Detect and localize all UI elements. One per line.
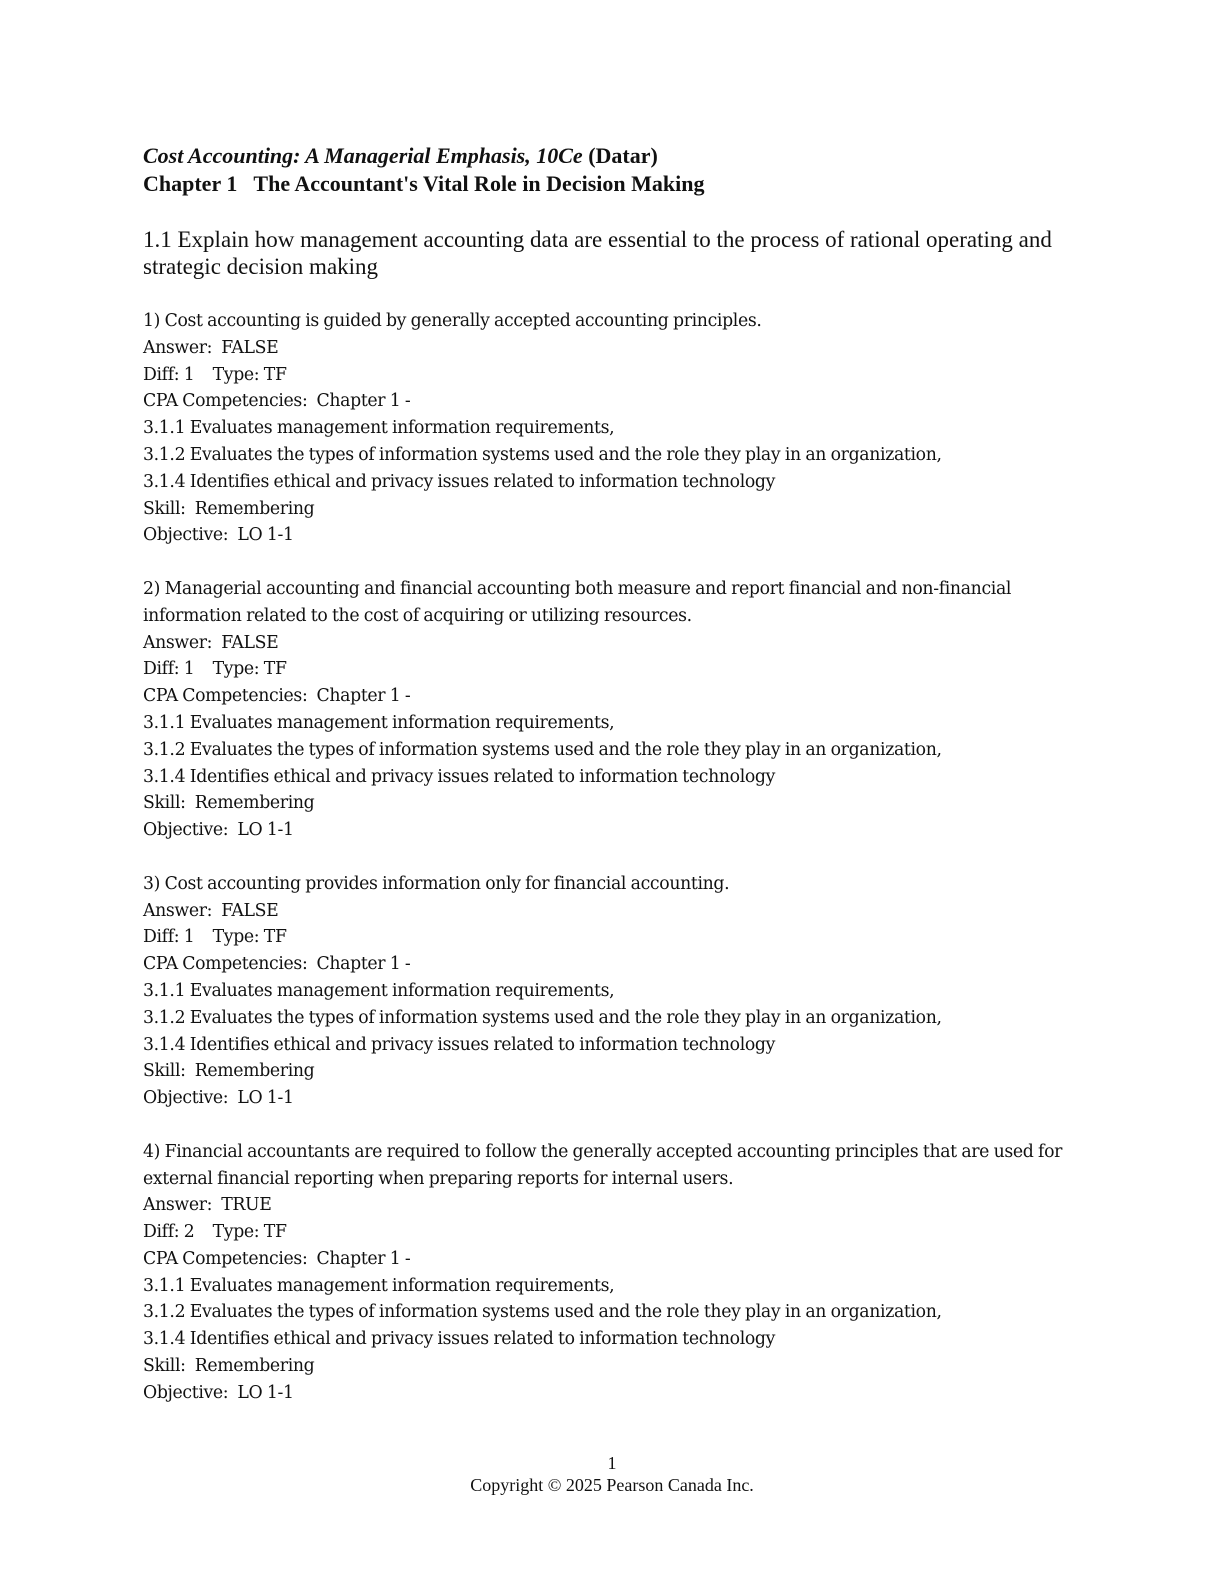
competency-item: 3.1.2 Evaluates the types of information systems used and the role they play in an organization, xyxy=(143,1302,942,1323)
question-difficulty: Diff: 1 Type: TF xyxy=(143,364,287,385)
book-author: (Datar) xyxy=(588,143,658,168)
question-skill: Skill: Remembering xyxy=(143,1356,315,1377)
question-item xyxy=(143,1139,1083,1407)
question-answer: Answer: FALSE xyxy=(143,337,279,358)
learning-objective-heading: 1.1 Explain how management accounting data are essential to the process of rational operating and strategic decision making xyxy=(143,227,1052,279)
question-objective: Objective: LO 1-1 xyxy=(143,525,294,546)
question-difficulty: Diff: 1 Type: TF xyxy=(143,927,287,948)
question-answer: Answer: FALSE xyxy=(143,900,279,921)
book-title: Cost Accounting: A Managerial Emphasis, 10Ce xyxy=(143,143,583,168)
page-footer xyxy=(0,1452,1224,1496)
competency-item: 3.1.1 Evaluates management information requirements, xyxy=(143,712,615,733)
question-cpa-competencies: CPA Competencies: Chapter 1 - xyxy=(143,954,411,975)
question-item xyxy=(143,871,1083,1112)
question-difficulty: Diff: 1 Type: TF xyxy=(143,659,287,680)
question-skill: Skill: Remembering xyxy=(143,1061,315,1082)
document-header xyxy=(143,142,1103,198)
question-cpa-competencies: CPA Competencies: Chapter 1 - xyxy=(143,1248,411,1269)
question-item xyxy=(143,576,1083,844)
question-cpa-competencies: CPA Competencies: Chapter 1 - xyxy=(143,686,411,707)
question-text: 2) Managerial accounting and financial accounting both measure and report financial and non-financial information related to the cost of acquiring or utilizing resources. xyxy=(143,578,1012,626)
competency-item: 3.1.2 Evaluates the types of information systems used and the role they play in an organization, xyxy=(143,444,942,465)
competency-item: 3.1.4 Identifies ethical and privacy issues related to information technology xyxy=(143,1034,776,1055)
competency-item: 3.1.4 Identifies ethical and privacy issues related to information technology xyxy=(143,471,776,492)
question-answer: Answer: TRUE xyxy=(143,1195,272,1216)
copyright-notice: Copyright © 2025 Pearson Canada Inc. xyxy=(470,1475,754,1495)
competency-item: 3.1.4 Identifies ethical and privacy issues related to information technology xyxy=(143,766,776,787)
competency-item: 3.1.2 Evaluates the types of information systems used and the role they play in an organization, xyxy=(143,739,942,760)
question-list xyxy=(143,308,1083,1433)
competency-item: 3.1.1 Evaluates management information requirements, xyxy=(143,418,615,439)
competency-item: 3.1.4 Identifies ethical and privacy issues related to information technology xyxy=(143,1329,776,1350)
book-title-line xyxy=(143,142,1103,170)
question-objective: Objective: LO 1-1 xyxy=(143,1382,294,1403)
competency-item: 3.1.2 Evaluates the types of information systems used and the role they play in an organization, xyxy=(143,1007,942,1028)
question-answer: Answer: FALSE xyxy=(143,632,279,653)
page-number: 1 xyxy=(607,1453,617,1473)
question-item xyxy=(143,308,1083,549)
question-difficulty: Diff: 2 Type: TF xyxy=(143,1222,287,1243)
competency-item: 3.1.1 Evaluates management information requirements, xyxy=(143,980,615,1001)
question-skill: Skill: Remembering xyxy=(143,793,315,814)
question-text: 1) Cost accounting is guided by generally accepted accounting principles. xyxy=(143,311,762,331)
question-objective: Objective: LO 1-1 xyxy=(143,820,294,841)
question-cpa-competencies: CPA Competencies: Chapter 1 - xyxy=(143,391,411,412)
competency-item: 3.1.1 Evaluates management information requirements, xyxy=(143,1275,615,1296)
question-text: 3) Cost accounting provides information only for financial accounting. xyxy=(143,873,730,894)
question-objective: Objective: LO 1-1 xyxy=(143,1088,294,1109)
question-text: 4) Financial accountants are required to follow the generally accepted accounting principles that are used for external financial reporting when preparing reports for internal users. xyxy=(143,1141,1063,1189)
chapter-title: Chapter 1 The Accountant's Vital Role in Decision Making xyxy=(143,171,705,196)
question-skill: Skill: Remembering xyxy=(143,498,315,519)
